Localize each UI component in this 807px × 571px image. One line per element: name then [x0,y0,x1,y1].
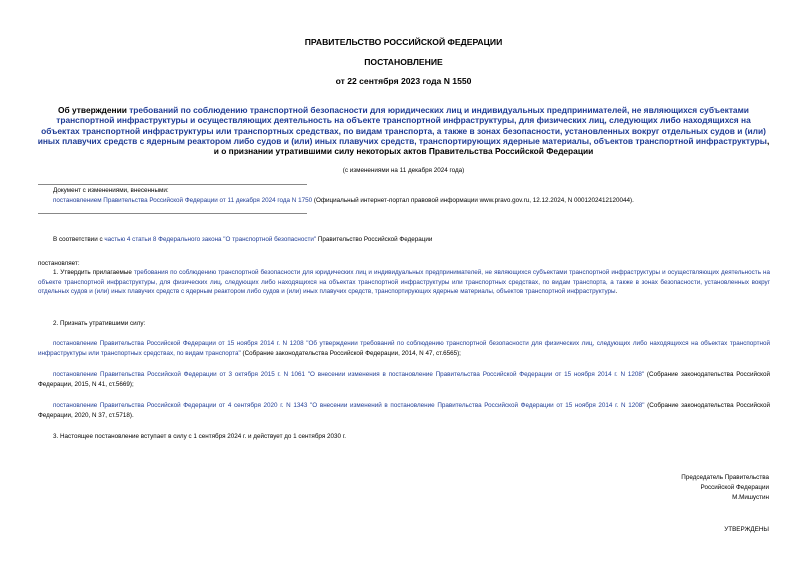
repealed-act-3-source: (Собрание законодательства Российской Федерации, 2020, N 37, ст.5718). [38,402,770,419]
amendments-heading: Документ с изменениями, внесенными: [53,187,169,194]
document-date-number: от 22 сентября 2023 года N 1550 [335,76,472,86]
repealed-act-3-link[interactable]: постановление Правительства Российской Федерации от 4 сентября 2020 г. N 1343 "О внесении изменений в постановление Правительства Российской Федерации от 15 ноября 2014 г. N 1208" [53,402,645,409]
document-type: ПОСТАНОВЛЕНИЕ [364,57,443,67]
amendments-bottom-rule [38,213,307,214]
item-1-suffix: . [615,288,618,296]
signature-country: Российской Федерации [700,484,769,491]
amendment-source: (Официальный интернет-портал правовой информации www.pravo.gov.ru, 12.12.2024, N 0001202412120044). [312,197,634,204]
amendments-entry [53,196,773,206]
title-requirements-link[interactable]: требований по соблюдению транспортной безопасности для юридических лиц и индивидуальных предпринимателей, не являющихся субъектами транспортной инфраструктуры и осуществляющих деятельность на объекте транспортной инфраструктуры, для физических лиц, следующих либо находящихся на объектах транспортной инфраструктуры или транспортных средствах, по видам транспорта, а также в зонах безопасности, установленных вокруг отдельных судов и (или) иных плавучих средств с ядерным реактором либо судов и (или) иных плавучих средств, транспортирующих ядерные материалы, объектов транспортной инфраструктуры [37,105,767,146]
repealed-act-2-source: (Собрание законодательства Российской Федерации, 2015, N 41, ст.5669); [38,371,771,388]
federal-law-link[interactable]: частью 4 статьи 8 Федерального закона "О транспортной безопасности" [104,236,317,243]
repealed-act-1 [38,339,770,358]
title-prefix: Об утверждении [58,105,130,115]
resolves-label: постановляет: [38,260,80,267]
document-title [36,105,771,156]
signature-name: М.Мишустин [732,494,769,501]
repealed-act-2 [38,370,770,389]
repealed-act-1-link[interactable]: постановление Правительства Российской Федерации от 15 ноября 2014 г. N 1208 "Об утверждении требований по соблюдению транспортной безопасности для физических лиц, следующих либо находящихся на объектах транспортной инфраструктуры или транспортных средствах, по видам транспорта" [38,340,770,357]
amendments-top-rule [38,184,307,185]
item-2: 2. Признать утратившими силу: [53,320,146,327]
title-suffix: , и о признании утратившими силу некоторых актов Правительства Российской Федерации [213,135,770,157]
as-of-note: (с изменениями на 11 декабря 2024 года) [342,167,465,174]
preamble-suffix: Правительство Российской Федерации [316,236,433,243]
repealed-act-1-source: (Собрание законодательства Российской Федерации, 2014, N 47, ст.6565); [240,349,461,357]
item-3: 3. Настоящее постановление вступает в силу с 1 сентября 2024 г. и действует до 1 сентября 2030 г. [53,433,347,440]
signature-title: Председатель Правительства [681,474,769,481]
repealed-act-2-link[interactable]: постановление Правительства Российской Федерации от 3 октября 2015 г. N 1061 "О внесении изменения в постановление Правительства Российской Федерации от 15 ноября 2014 г. N 1208" [53,371,645,378]
repealed-act-3 [38,401,770,420]
item-1 [38,268,770,297]
government-name: ПРАВИТЕЛЬСТВО РОССИЙСКОЙ ФЕДЕРАЦИИ [304,37,503,47]
approved-label: УТВЕРЖДЕНЫ [724,526,769,533]
preamble [53,235,770,245]
item-1-requirements-link[interactable]: требования по соблюдению транспортной безопасности для юридических лиц и индивидуальных предпринимателей, не являющихся субъектами транспортной инфраструктуры и осуществляющих деятельность на объекте транспортной инфраструктуры, для физических лиц, следующих либо находящихся на объектах транспортной инфраструктуры или транспортных средствах, по видам транспорта, а также в зонах безопасности, установленных вокруг отдельных судов и (или) иных плавучих средств с ядерным реактором либо судов и (или) иных плавучих средств, транспортирующих ядерные материалы, объектов транспортной инфраструктуры [38,269,771,296]
amendment-link[interactable]: постановлением Правительства Российской Федерации от 11 декабря 2024 года N 1750 [53,197,313,204]
item-1-prefix: 1. Утвердить прилагаемые [53,269,134,276]
preamble-prefix: В соответствии с [53,236,105,243]
